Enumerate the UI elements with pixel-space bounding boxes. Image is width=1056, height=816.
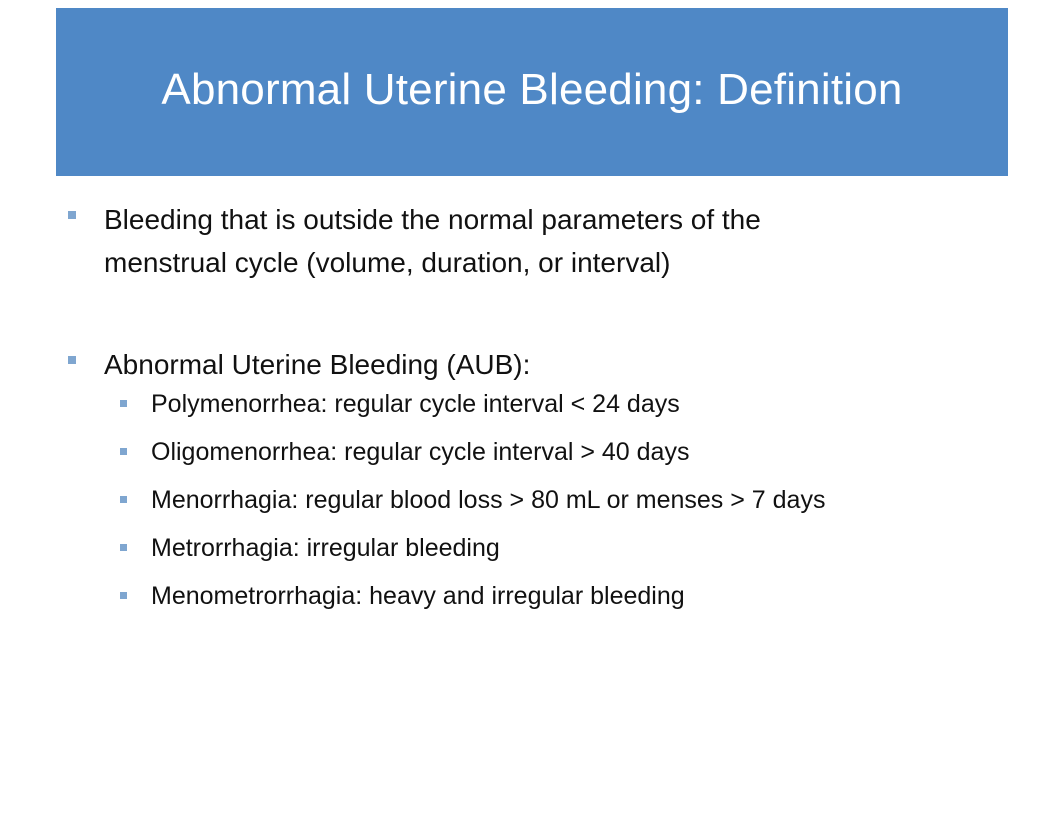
square-bullet-icon (120, 544, 127, 551)
square-bullet-icon (68, 356, 76, 364)
sub-bullet-menorrhagia (66, 485, 1006, 515)
square-bullet-icon (120, 448, 127, 455)
title-band (56, 8, 1008, 176)
bullet-list (66, 198, 1006, 629)
sub-bullet-text: Menorrhagia: regular blood loss > 80 mL or menses > 7 days (151, 486, 826, 514)
bullet-item-aub (66, 343, 1006, 386)
sub-bullet-text: Polymenorrhea: regular cycle interval < 24 days (151, 390, 680, 418)
square-bullet-icon (120, 592, 127, 599)
bullet-text: Abnormal Uterine Bleeding (AUB): (104, 349, 531, 380)
square-bullet-icon (120, 496, 127, 503)
sub-bullet-oligomenorrhea (66, 437, 1006, 467)
sub-bullet-text: Oligomenorrhea: regular cycle interval > 40 days (151, 438, 690, 466)
square-bullet-icon (68, 211, 76, 219)
sub-bullet-list (66, 389, 1006, 611)
sub-bullet-polymenorrhea (66, 389, 1006, 419)
bullet-text-line-1: Bleeding that is outside the normal parameters of the (104, 204, 761, 235)
bullet-text-line-2: menstrual cycle (volume, duration, or interval) (104, 247, 671, 278)
sub-bullet-text: Metrorrhagia: irregular bleeding (151, 534, 500, 562)
sub-bullet-text: Menometrorrhagia: heavy and irregular bleeding (151, 582, 685, 610)
sub-bullet-menometrorrhagia (66, 581, 1006, 611)
bullet-item-definition (66, 198, 1006, 284)
slide-title: Abnormal Uterine Bleeding: Definition (161, 65, 903, 114)
sub-bullet-metrorrhagia (66, 533, 1006, 563)
square-bullet-icon (120, 400, 127, 407)
